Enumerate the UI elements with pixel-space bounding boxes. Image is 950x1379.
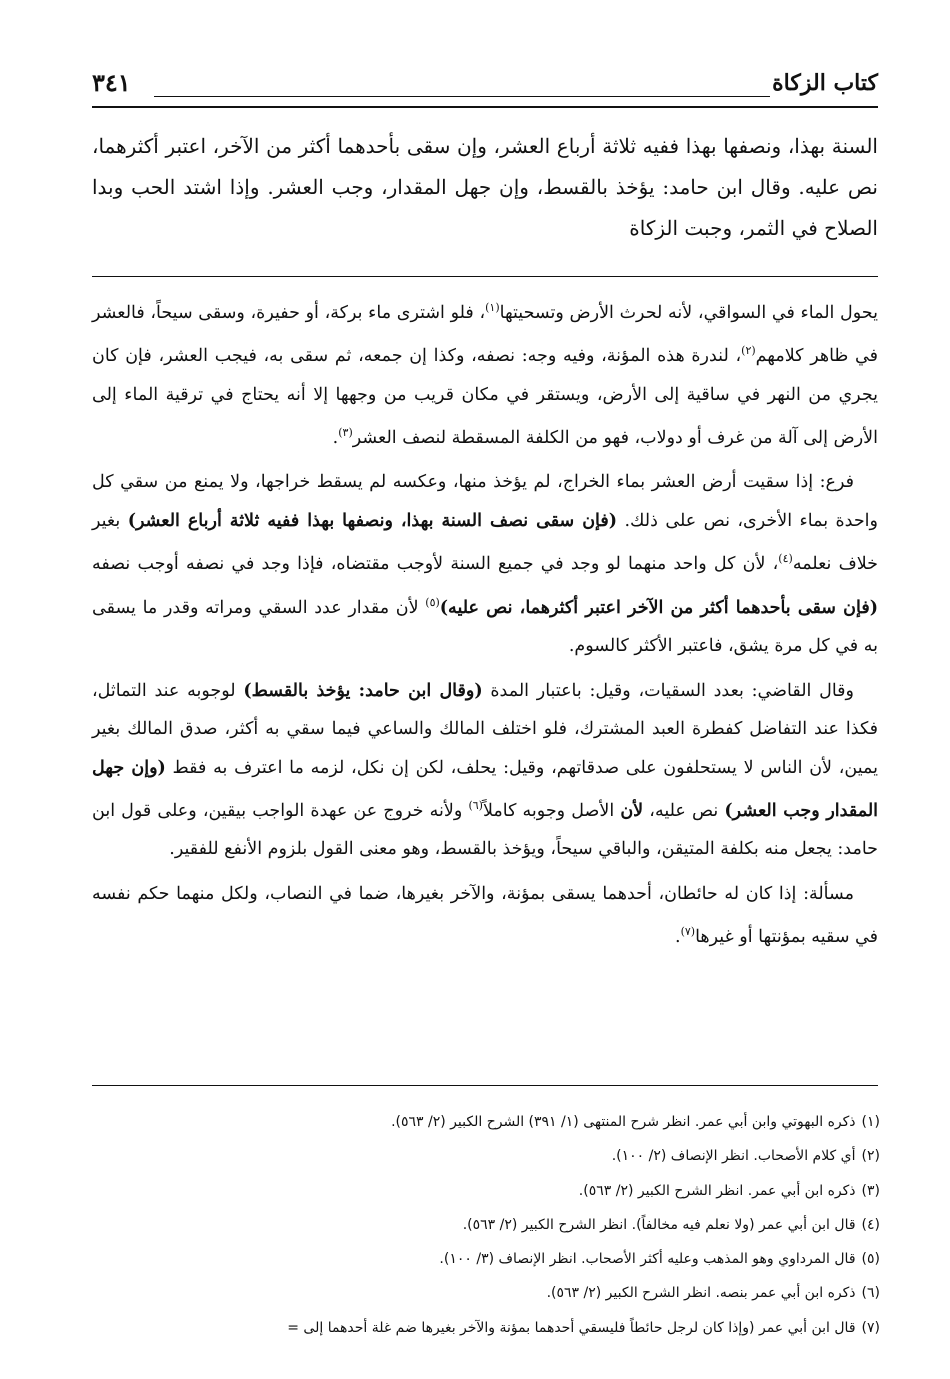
footnote-number: (٢) (861, 1148, 880, 1165)
text-run: ، لأن كل واحد منهما لو وجد في جميع السنة لأوجب مقتضاه، فإذا وجد في نصفه أوجب نصفه (92, 554, 779, 575)
quoted-matn: (وإن جهل المقدار وجب العشر) (92, 757, 879, 821)
footnote-text: ذكره ابن أبي عمر. انظر الشرح الكبير (٢/ ٥٦٣). (578, 1182, 856, 1199)
text-run: لأن مقدار عدد السقي ومراته وقدر ما يسقى به في كل مرة يشق، فاعتبر الأكثر كالسوم. (92, 597, 878, 657)
footnote-number: (٤) (861, 1216, 880, 1233)
text-run: يحول الماء في السواقي، لأنه لحرث الأرض وتسحيتها (499, 302, 878, 323)
footnote-number: (٥) (861, 1251, 880, 1268)
footnote-divider (92, 1085, 878, 1086)
text-run: ولأنه خروج عن عهدة الواجب بيقين، وعلى قول ابن حامد: يجعل منه بكلفة المتيقن، والباقي سيحاً، ويؤخذ بالقسط، وهو معنى القول بلزوم الأنفع للفقير. (92, 800, 878, 860)
footnote-text: أي كلام الأصحاب. انظر الإنصاف (٢/ ١٠٠). (611, 1148, 856, 1165)
footnote-ref[interactable]: (٤) (778, 552, 793, 566)
text-run: فرع: إذا سقيت أرض العشر بماء الخراج، لم يؤخذ منها، وعكسه لم يسقط خراجها، ولا يمنع من سقي كل واحدة بماء الأخرى، نص على ذلك. (92, 472, 878, 531)
footnote-text: قال المرداوي وهو المذهب وعليه أكثر الأصحاب. انظر الإنصاف (٣/ ١٠٠). (439, 1251, 856, 1268)
quoted-matn: (فإن سقى بأحدهما أكثر من الآخر اعتبر أكثرهما، نص عليه) (439, 597, 878, 618)
text-run: وقال القاضي: بعدد السقيات، وقيل: باعتبار المدة (482, 680, 854, 701)
footnote (70, 1276, 880, 1310)
text-run: ، فلو اشترى ماء بركة، أو حفيرة، وسقى سيحاً، فالعشر في ظاهر كلامهم (92, 302, 878, 367)
footnote-number: (١) (861, 1114, 880, 1130)
footnotes (70, 1105, 880, 1345)
commentary-paragraph (92, 672, 878, 869)
main-text: السنة بهذا، ونصفها بهذا ففيه ثلاثة أرباع العشر، وإن سقى بأحدهما أكثر من الآخر، اعتبر أكثرهما، نص عليه. وقال ابن حامد: يؤخذ بالقسط، وإن جهل المقدار، وجب العشر. وإذا اشتد الحب وبدا الصلاح في الثمر، وجبت الزكاة (92, 134, 878, 240)
quoted-matn: (وقال ابن حامد: يؤخذ بالقسط) (243, 680, 483, 701)
commentary-paragraph (92, 875, 878, 957)
header-rule (154, 96, 770, 97)
text-run: نص عليه، (643, 800, 725, 821)
text-run: لوجوبه عند التماثل، فكذا عند التفاضل كفطرة العبد المشترك، فلو اختلف المالك والساعي فيما سقي به أكثر، صدق المالك بغير يمين، لأن الناس لا يستحلفون على صدقاتهم، وقيل: يحلف، لكن إن نكل، لزمه ما اعترف به فقط (92, 680, 878, 778)
footnote-number: (٦) (861, 1285, 880, 1302)
text-run: الأصل وجوبه كاملاً (482, 800, 621, 821)
footnote-ref[interactable]: (٧) (680, 925, 696, 939)
page-number: ٣٤١ (92, 68, 131, 97)
footnote-text: ذكره ابن أبي عمر بنصه. انظر الشرح الكبير (٢/ ٥٦٣). (546, 1285, 856, 1302)
text-run: مسألة: إذا كان له حائطان، أحدهما يسقى بمؤنة، والآخر بغيرها، ضما في النصاب، ولكل منهما حكم نفسه في سقيه بمؤنتها أو غيرها (92, 883, 878, 948)
footnote-ref[interactable]: (٥) (425, 595, 440, 609)
footnote (70, 1311, 880, 1345)
commentary (92, 289, 878, 963)
chapter-title: كتاب الزكاة (772, 70, 878, 96)
footnote-number: (٣) (861, 1182, 880, 1199)
footnote-text: قال ابن أبي عمر (ولا نعلم فيه مخالفاً). انظر الشرح الكبير (٢/ ٥٦٣). (462, 1216, 856, 1233)
running-header (92, 66, 878, 106)
text-run: ، لندرة هذه المؤنة، وفيه وجه: نصفه، وكذا إن جمعه، ثم سقى به، فيجب العشر، فإن كان يجري من النهر في ساقية إلى الأرض، ويستقر في مكان قريب من وجهها إلا أنه يحتاج في ترقية الماء إلى الأرض إلى آلة من غرف أو دولاب، فهو من الكلفة المسقطة لنصف العشر (92, 346, 878, 448)
quoted-matn: لأن (620, 800, 644, 821)
commentary-paragraph (92, 289, 878, 457)
footnote (70, 1139, 880, 1173)
footnote-ref[interactable]: (١) (485, 301, 500, 314)
footnote (70, 1208, 880, 1242)
footnote-ref[interactable]: (٣) (338, 426, 353, 440)
footnote (70, 1174, 880, 1208)
footnote-number: (٧) (861, 1319, 880, 1336)
footnote (70, 1105, 880, 1139)
header-double-rule (92, 106, 878, 108)
quoted-matn: (فإن سقى نصف السنة بهذا، ونصفها بهذا ففيه ثلاثة أرباع العشر) (127, 510, 618, 531)
footnote-ref[interactable]: (٢) (741, 344, 756, 358)
footnote-text: ذكره البهوتي وابن أبي عمر. انظر شرح المنتهى (١/ ٣٩١) الشرح الكبير (٢/ ٥٦٣). (391, 1114, 856, 1130)
footnote (70, 1242, 880, 1276)
text-run: . (332, 427, 339, 448)
text-commentary-divider (92, 276, 878, 277)
text-run: . (674, 927, 681, 948)
footnote-text: قال ابن أبي عمر (وإذا كان لرجل حائطاً فليسقي أحدهما بمؤنة والآخر بغيرها ضم غلة أحدهما إلى = (287, 1319, 856, 1336)
commentary-paragraph (92, 463, 878, 665)
footnote-ref[interactable]: (٦) (468, 799, 483, 813)
text-run: بغير خلاف نعلمه (92, 510, 878, 575)
